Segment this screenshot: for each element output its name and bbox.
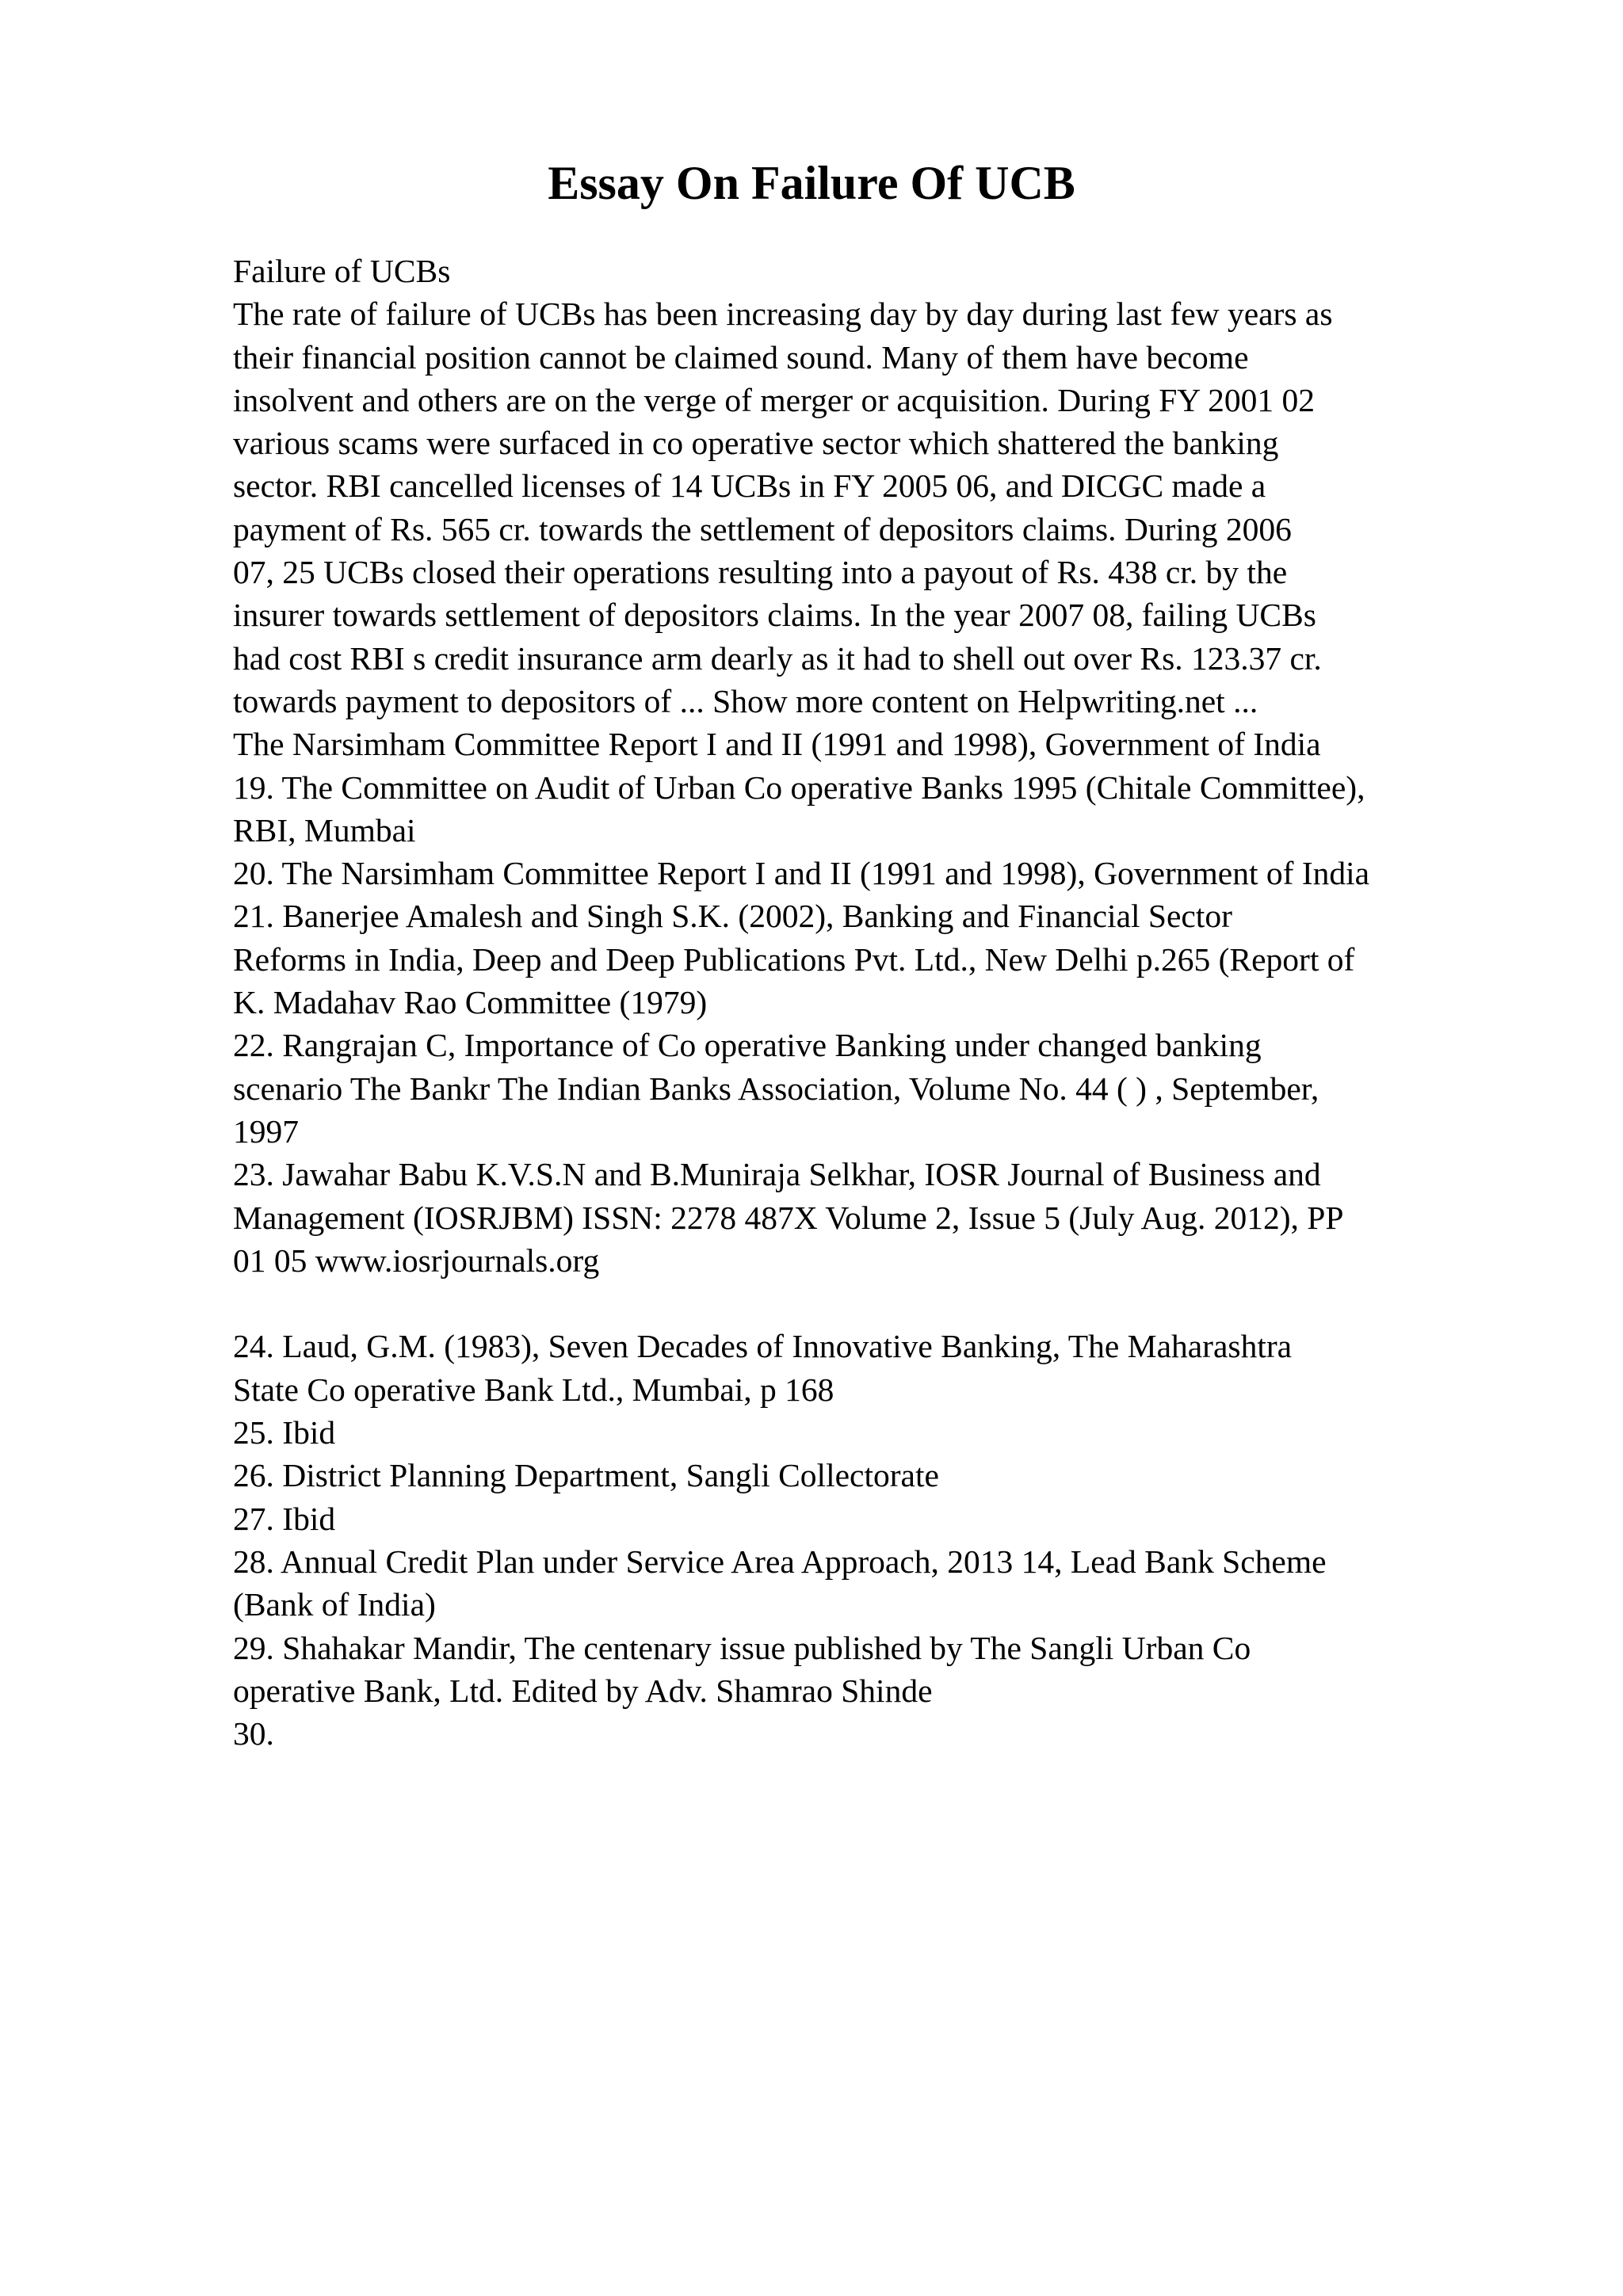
- text-line: 23. Jawahar Babu K.V.S.N and B.Muniraja Selkhar, IOSR Journal of Business and: [233, 1156, 1321, 1193]
- text-line: K. Madahav Rao Committee (1979): [233, 984, 708, 1021]
- text-line: (Bank of India): [233, 1586, 436, 1623]
- text-line: towards payment to depositors of ... Show more content on Helpwriting.net ...: [233, 682, 1258, 719]
- text-line: The rate of failure of UCBs has been increasing day by day during last few years as: [233, 296, 1333, 333]
- text-line: 28. Annual Credit Plan under Service Area Approach, 2013 14, Lead Bank Scheme: [233, 1543, 1327, 1580]
- text-line: 1997: [233, 1112, 299, 1150]
- text-line: sector. RBI cancelled licenses of 14 UCBs in FY 2005 06, and DICGC made a: [233, 467, 1266, 505]
- text-line: 21. Banerjee Amalesh and Singh S.K. (2002), Banking and Financial Sector: [233, 898, 1232, 935]
- text-line: 22. Rangrajan C, Importance of Co operative Banking under changed banking: [233, 1027, 1262, 1064]
- text-line: 29. Shahakar Mandir, The centenary issue published by The Sangli Urban Co: [233, 1629, 1251, 1666]
- text-line: 26. District Planning Department, Sangli Collectorate: [233, 1457, 939, 1494]
- text-line: had cost RBI s credit insurance arm dearly as it had to shell out over Rs. 123.37 cr.: [233, 639, 1322, 677]
- text-line: Failure of UCBs: [233, 253, 451, 289]
- blank-line: [233, 1282, 1596, 1325]
- text-line: The Narsimham Committee Report I and II (1991 and 1998), Government of India: [233, 726, 1321, 763]
- text-line: 27. Ibid: [233, 1500, 336, 1537]
- page-title: Essay On Failure Of UCB: [548, 157, 1075, 209]
- text-line: operative Bank, Ltd. Edited by Adv. Shamrao Shinde: [233, 1672, 933, 1709]
- text-line: insolvent and others are on the verge of merger or acquisition. During FY 2001 02: [233, 381, 1315, 418]
- text-line: 01 05 www.iosrjournals.org: [233, 1241, 600, 1279]
- text-line: 24. Laud, G.M. (1983), Seven Decades of Innovative Banking, The Maharashtra: [233, 1328, 1293, 1365]
- text-line: scenario The Bankr The Indian Banks Association, Volume No. 44 ( ) , September,: [233, 1070, 1319, 1107]
- text-line: RBI, Mumbai: [233, 811, 416, 849]
- text-line: Management (IOSRJBM) ISSN: 2278 487X Volume 2, Issue 5 (July Aug. 2012), PP: [233, 1199, 1344, 1236]
- text-line: State Co operative Bank Ltd., Mumbai, p 168: [233, 1371, 834, 1408]
- text-line: 25. Ibid: [233, 1414, 336, 1451]
- text-line: Reforms in India, Deep and Deep Publications Pvt. Ltd., New Delhi p.265 (Report of: [233, 940, 1355, 978]
- text-line: 19. The Committee on Audit of Urban Co operative Banks 1995 (Chitale Committee),: [233, 769, 1365, 806]
- document-body: [233, 250, 1596, 1755]
- text-line: 20. The Narsimham Committee Report I and II (1991 and 1998), Government of India: [233, 855, 1370, 892]
- text-line: their financial position cannot be claimed sound. Many of them have become: [233, 338, 1249, 376]
- text-line: various scams were surfaced in co operative sector which shattered the banking: [233, 425, 1279, 462]
- text-line: 30.: [233, 1715, 274, 1753]
- text-line: payment of Rs. 565 cr. towards the settlement of depositors claims. During 2006: [233, 510, 1292, 547]
- text-line: 07, 25 UCBs closed their operations resulting into a payout of Rs. 438 cr. by the: [233, 554, 1288, 591]
- text-line: insurer towards settlement of depositors claims. In the year 2007 08, failing UCBs: [233, 597, 1316, 634]
